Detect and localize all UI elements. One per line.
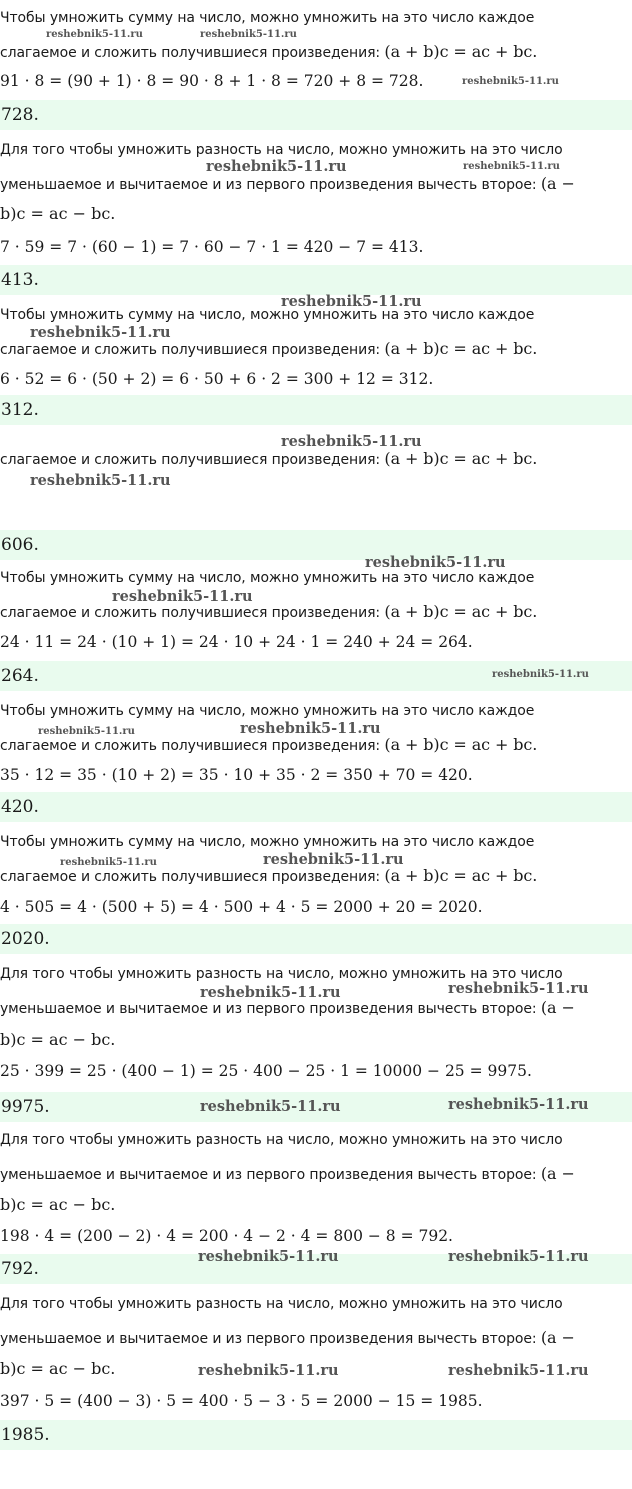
rule-text: Чтобы умножить сумму на число, можно умножить на это число каждое [0,570,535,586]
calculation: 91 · 8 = (90 + 1) · 8 = 90 · 8 + 1 · 8 = 720 + 8 = 728. [0,72,424,90]
watermark: reshebnik5-11.ru [240,720,381,737]
answer-box: 792. [0,1254,632,1284]
rule-text: Чтобы умножить сумму на число, можно умножить на это число каждое [0,307,535,323]
rule-text: Для того чтобы умножить разность на число, можно умножить на это число [0,142,563,158]
watermark: reshebnik5-11.ru [46,29,143,40]
formula: (a − [540,1164,575,1183]
rule-text [0,866,537,885]
rule-text: Чтобы умножить сумму на число, можно умножить на это число каждое [0,10,535,26]
answer-box: 312. [0,395,632,425]
formula: (a + b)c = ac + bc. [384,339,538,358]
watermark: reshebnik5-11.ru [448,980,589,997]
watermark: reshebnik5-11.ru [200,1098,341,1115]
rule-text [0,1328,575,1347]
rule-text: Для того чтобы умножить разность на число, можно умножить на это число [0,966,563,982]
watermark: reshebnik5-11.ru [448,1096,589,1113]
formula: (a + b)c = ac + bc. [384,42,538,61]
rule-text: Чтобы умножить сумму на число, можно умножить на это число каждое [0,703,535,719]
answer-box: 728. [0,100,632,130]
rule-text-part: уменьшаемое и вычитаемое и из первого произведения вычесть второе: [0,1001,537,1017]
rule-text-part: слагаемое и сложить получившиеся произведения: [0,452,381,468]
calculation: 35 · 12 = 35 · (10 + 2) = 35 · 10 + 35 · 2 = 350 + 70 = 420. [0,766,473,784]
rule-text-part: уменьшаемое и вычитаемое и из первого произведения вычесть второе: [0,1167,537,1183]
formula: (a + b)c = ac + bc. [384,449,538,468]
calculation: 4 · 505 = 4 · (500 + 5) = 4 · 500 + 4 · 5 = 2000 + 20 = 2020. [0,898,483,916]
calculation: 6 · 52 = 6 · (50 + 2) = 6 · 50 + 6 · 2 = 300 + 12 = 312. [0,370,434,388]
formula: (a − [540,998,575,1017]
watermark: reshebnik5-11.ru [281,433,422,450]
rule-text [0,339,537,358]
answer-box: 2020. [0,924,632,954]
rule-text: Для того чтобы умножить разность на число, можно умножить на это число [0,1132,563,1148]
watermark: reshebnik5-11.ru [263,851,404,868]
watermark: reshebnik5-11.ru [198,1362,339,1379]
formula: b)c = ac − bc. [0,1030,116,1049]
formula: b)c = ac − bc. [0,204,116,223]
answer-box: 1985. [0,1420,632,1450]
rule-text-part: уменьшаемое и вычитаемое и из первого произведения вычесть второе: [0,177,537,193]
watermark: reshebnik5-11.ru [30,324,171,341]
rule-text [0,1164,575,1183]
formula: (a + b)c = ac + bc. [384,735,538,754]
rule-text: Для того чтобы умножить разность на число, можно умножить на это число [0,1296,563,1312]
rule-text [0,449,537,468]
watermark: reshebnik5-11.ru [462,76,559,87]
watermark: reshebnik5-11.ru [448,1248,589,1265]
rule-text: Чтобы умножить сумму на число, можно умножить на это число каждое [0,834,535,850]
answer-box: 264. [0,661,632,691]
formula: (a + b)c = ac + bc. [384,602,538,621]
watermark: reshebnik5-11.ru [281,293,422,310]
rule-text-part: слагаемое и сложить получившиеся произведения: [0,738,381,754]
formula: (a − [540,174,575,193]
rule-text [0,42,537,61]
formula: (a − [540,1328,575,1347]
answer-box: 606. [0,530,632,560]
watermark: reshebnik5-11.ru [448,1362,589,1379]
calculation: 397 · 5 = (400 − 3) · 5 = 400 · 5 − 3 · 5 = 2000 − 15 = 1985. [0,1392,483,1410]
calculation: 198 · 4 = (200 − 2) · 4 = 200 · 4 − 2 · 4 = 800 − 8 = 792. [0,1227,453,1245]
answer-box: 420. [0,792,632,822]
calculation: 25 · 399 = 25 · (400 − 1) = 25 · 400 − 25 · 1 = 10000 − 25 = 9975. [0,1062,532,1080]
rule-text-part: слагаемое и сложить получившиеся произведения: [0,605,381,621]
formula: b)c = ac − bc. [0,1359,116,1378]
watermark: reshebnik5-11.ru [112,588,253,605]
watermark: reshebnik5-11.ru [365,554,506,571]
rule-text-part: слагаемое и сложить получившиеся произведения: [0,45,381,61]
rule-text-part: слагаемое и сложить получившиеся произведения: [0,869,381,885]
watermark: reshebnik5-11.ru [200,29,297,40]
watermark: reshebnik5-11.ru [198,1248,339,1265]
rule-text-part: уменьшаемое и вычитаемое и из первого произведения вычесть второе: [0,1331,537,1347]
answer-box: 9975. [0,1092,632,1122]
formula: (a + b)c = ac + bc. [384,866,538,885]
watermark: reshebnik5-11.ru [30,472,171,489]
watermark: reshebnik5-11.ru [206,158,347,175]
answer-box: 413. [0,265,632,295]
formula: b)c = ac − bc. [0,1195,116,1214]
calculation: 24 · 11 = 24 · (10 + 1) = 24 · 10 + 24 · 1 = 240 + 24 = 264. [0,633,473,651]
watermark: reshebnik5-11.ru [200,984,341,1001]
calculation: 7 · 59 = 7 · (60 − 1) = 7 · 60 − 7 · 1 = 420 − 7 = 413. [0,238,424,256]
rule-text [0,735,537,754]
rule-text [0,174,575,193]
watermark: reshebnik5-11.ru [492,669,589,680]
rule-text-part: слагаемое и сложить получившиеся произведения: [0,342,381,358]
rule-text [0,602,537,621]
watermark: reshebnik5-11.ru [38,726,135,737]
watermark: reshebnik5-11.ru [60,857,157,868]
watermark: reshebnik5-11.ru [463,161,560,172]
